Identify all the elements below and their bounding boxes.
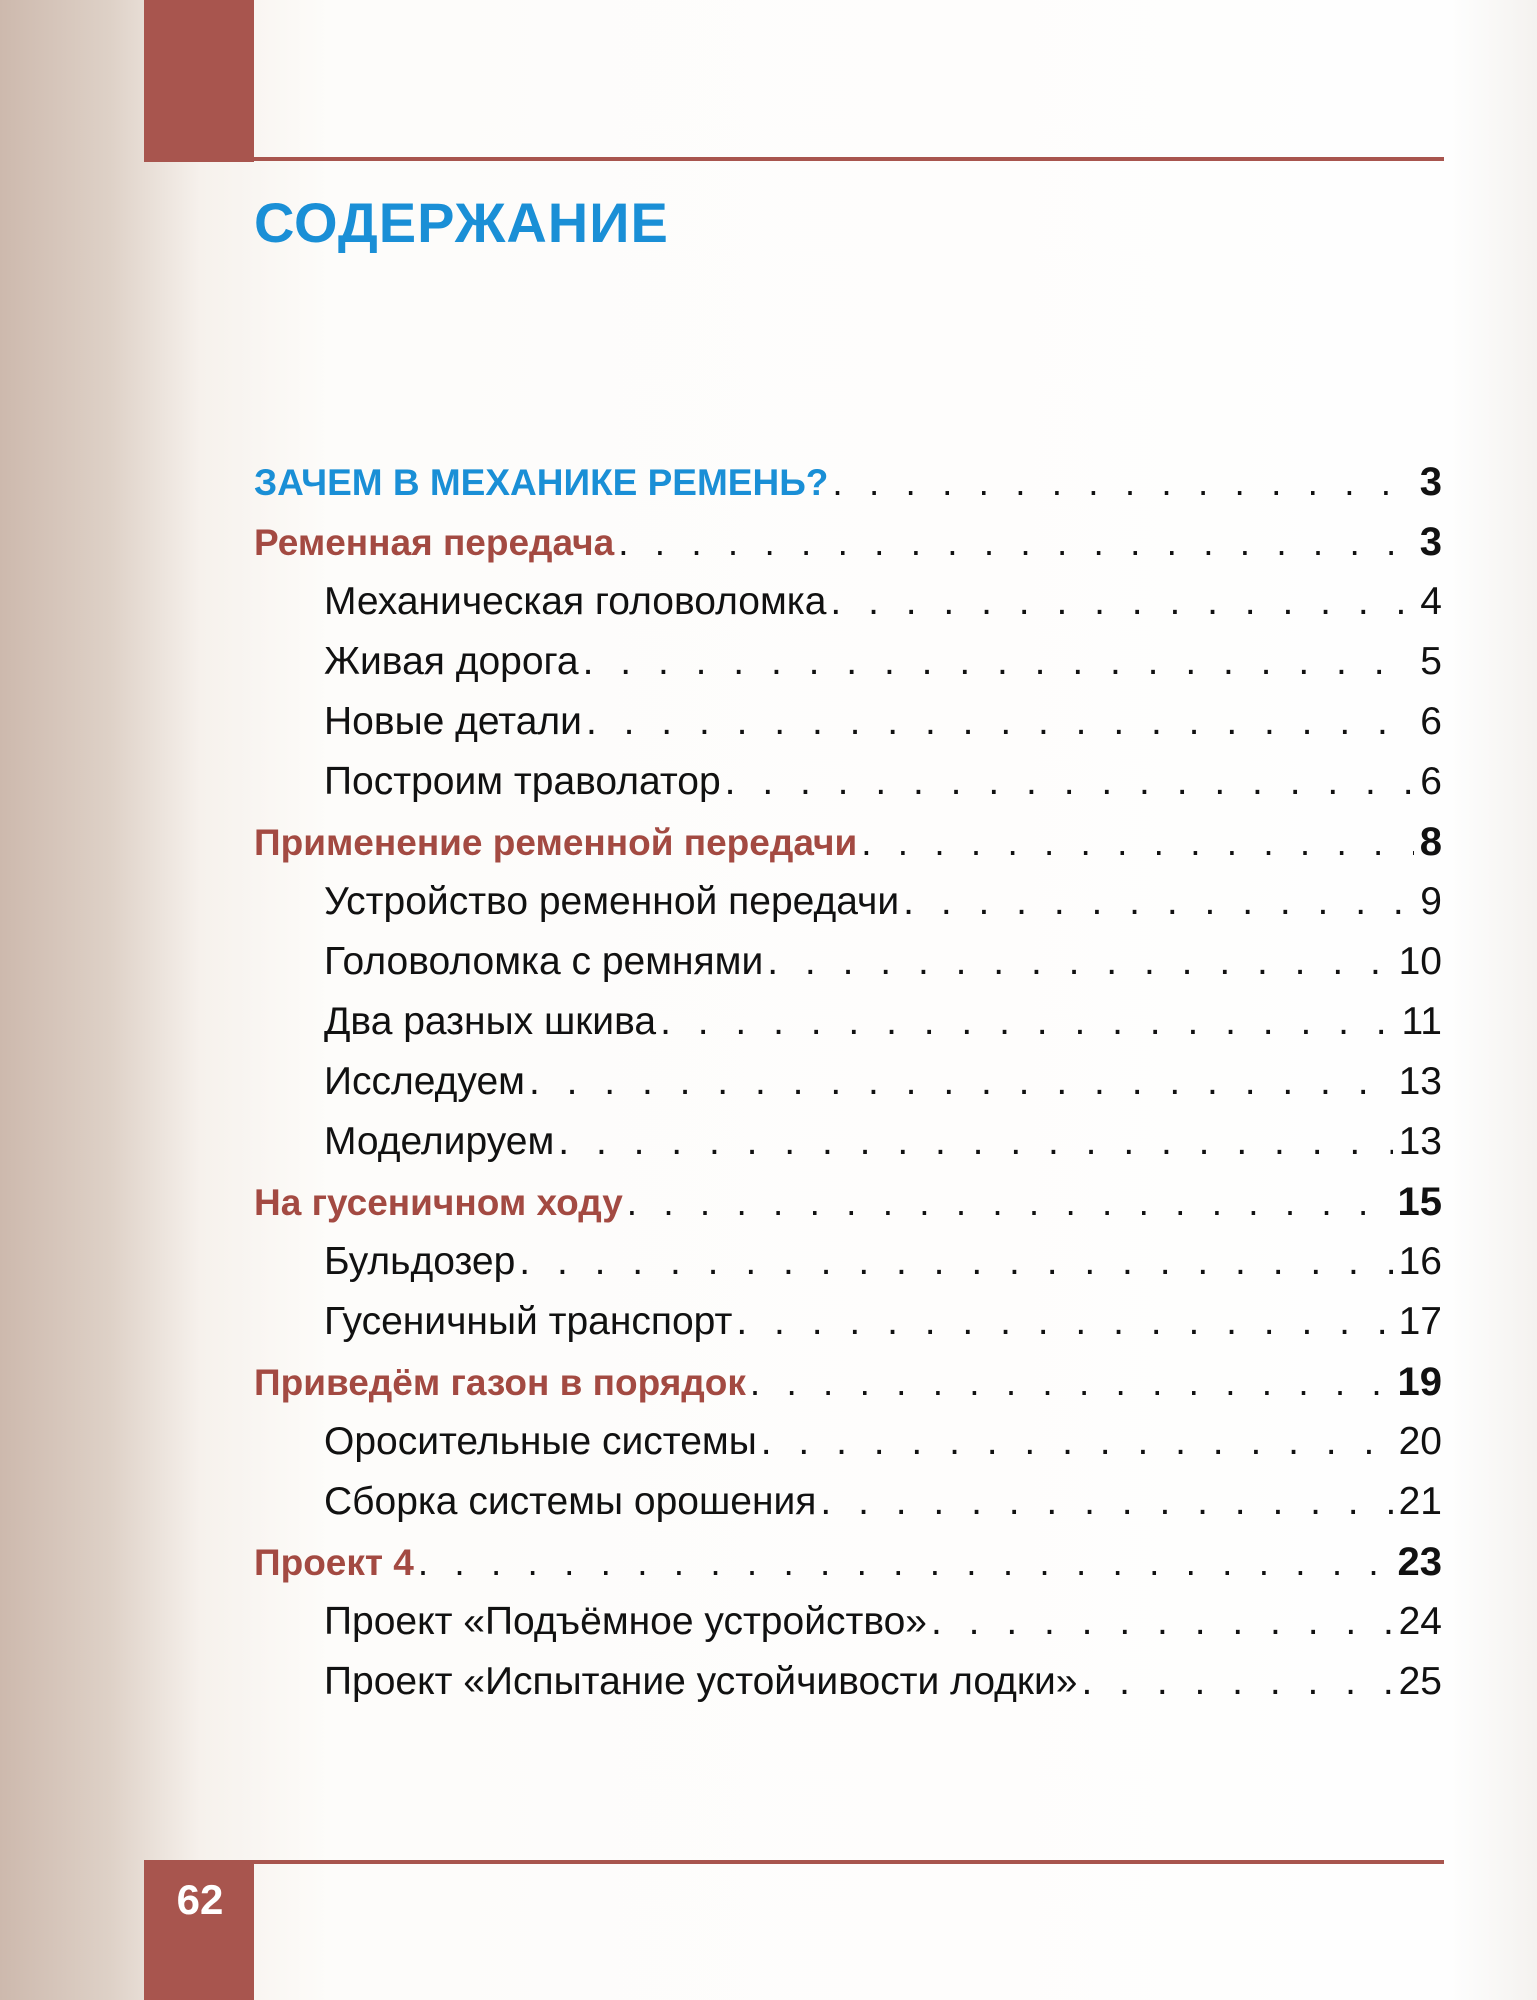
toc-leader-dots xyxy=(660,992,1395,1052)
toc-entry-label: ЗАЧЕМ В МЕХАНИКЕ РЕМЕНЬ? xyxy=(254,462,829,503)
toc-leader-dots xyxy=(931,1592,1393,1652)
toc-section-entry xyxy=(254,1532,1442,1592)
toc-entry-page: 8 xyxy=(1419,820,1442,864)
toc-entry-label: Ременная передача xyxy=(254,522,615,563)
toc-entry-label: Исследуем xyxy=(324,1060,525,1103)
bottom-rule xyxy=(254,1860,1444,1864)
toc-entry-label: На гусеничном ходу xyxy=(254,1182,623,1223)
toc-section-entry xyxy=(254,452,1442,512)
top-rule xyxy=(254,157,1444,161)
toc-leader-dots xyxy=(618,513,1414,573)
toc-entry-page: 6 xyxy=(1420,700,1442,743)
toc-section-entry xyxy=(254,1172,1442,1232)
toc-leader-dots xyxy=(750,1353,1392,1413)
toc-leader-dots xyxy=(1081,1652,1392,1712)
toc-entry-label: Применение ременной передачи xyxy=(254,822,858,863)
toc-entry-label: Новые детали xyxy=(324,700,582,743)
toc-leader-dots xyxy=(519,1232,1392,1292)
toc-subsection-entry xyxy=(254,1472,1442,1532)
page-title: СОДЕРЖАНИЕ xyxy=(254,191,669,254)
toc-entry-page: 9 xyxy=(1420,880,1442,923)
toc-leader-dots xyxy=(830,572,1414,632)
toc-leader-dots xyxy=(558,1112,1392,1172)
toc-section-entry xyxy=(254,1352,1442,1412)
toc-leader-dots xyxy=(861,813,1414,873)
toc-subsection-entry xyxy=(254,1052,1442,1112)
toc-subsection-entry xyxy=(254,632,1442,692)
toc-subsection-entry xyxy=(254,1592,1442,1652)
toc-entry-label: Проект «Подъёмное устройство» xyxy=(324,1600,927,1643)
toc-entry-label: Живая дорога xyxy=(324,640,579,683)
toc-leader-dots xyxy=(736,1292,1392,1352)
toc-entry-label: Приведём газон в порядок xyxy=(254,1362,746,1403)
toc-leader-dots xyxy=(418,1533,1392,1593)
toc-entry-page: 23 xyxy=(1397,1540,1442,1584)
toc-entry-page: 6 xyxy=(1420,760,1442,803)
toc-section-entry xyxy=(254,812,1442,872)
toc-entry-label: Устройство ременной передачи xyxy=(324,880,900,923)
toc-entry-page: 4 xyxy=(1420,580,1442,623)
toc-entry-label: Два разных шкива xyxy=(324,1000,657,1043)
toc-entry-page: 13 xyxy=(1398,1120,1442,1163)
toc-entry-label: Механическая головоломка xyxy=(324,580,827,623)
toc-entry-page: 25 xyxy=(1398,1660,1442,1703)
toc-leader-dots xyxy=(627,1173,1392,1233)
toc-entry-page: 20 xyxy=(1398,1420,1442,1463)
toc-leader-dots xyxy=(903,872,1414,932)
toc-entry-label: Оросительные системы xyxy=(324,1420,757,1463)
toc-subsection-entry xyxy=(254,932,1442,992)
toc-entry-label: Сборка системы орошения xyxy=(324,1480,817,1523)
toc-entry-page: 13 xyxy=(1398,1060,1442,1103)
toc-section-entry xyxy=(254,512,1442,572)
toc-subsection-entry xyxy=(254,1232,1442,1292)
toc-leader-dots xyxy=(583,632,1415,692)
toc-entry-label: Моделируем xyxy=(324,1120,555,1163)
toc-leader-dots xyxy=(725,752,1415,812)
top-margin-bar xyxy=(144,0,254,162)
toc-subsection-entry xyxy=(254,1112,1442,1172)
toc-entry-label: Построим траволатор xyxy=(324,760,721,803)
toc-entry-page: 19 xyxy=(1397,1360,1442,1404)
toc-subsection-entry xyxy=(254,872,1442,932)
toc-entry-page: 11 xyxy=(1401,1000,1442,1043)
toc-entry-label: Гусеничный транспорт xyxy=(324,1300,733,1343)
toc-subsection-entry xyxy=(254,1412,1442,1472)
toc-entry-page: 3 xyxy=(1419,460,1442,504)
table-of-contents xyxy=(254,452,1442,1712)
toc-leader-dots xyxy=(767,932,1392,992)
toc-leader-dots xyxy=(832,453,1413,513)
toc-subsection-entry xyxy=(254,992,1442,1052)
toc-subsection-entry xyxy=(254,752,1442,812)
toc-subsection-entry xyxy=(254,1292,1442,1352)
toc-entry-page: 5 xyxy=(1420,640,1442,683)
toc-leader-dots xyxy=(761,1412,1393,1472)
toc-subsection-entry xyxy=(254,572,1442,632)
toc-entry-page: 21 xyxy=(1398,1480,1442,1523)
toc-subsection-entry xyxy=(254,1652,1442,1712)
toc-entry-label: Проект «Испытание устойчивости лодки» xyxy=(324,1660,1078,1703)
toc-entry-page: 17 xyxy=(1398,1300,1442,1343)
toc-leader-dots xyxy=(820,1472,1392,1532)
toc-leader-dots xyxy=(529,1052,1393,1112)
toc-entry-page: 15 xyxy=(1397,1180,1442,1224)
toc-entry-label: Головоломка с ремнями xyxy=(324,940,764,983)
toc-entry-label: Проект 4 xyxy=(254,1542,414,1583)
toc-entry-page: 3 xyxy=(1419,520,1442,564)
toc-leader-dots xyxy=(586,692,1414,752)
toc-subsection-entry xyxy=(254,692,1442,752)
toc-entry-page: 10 xyxy=(1398,940,1442,983)
toc-entry-label: Бульдозер xyxy=(324,1240,516,1283)
toc-entry-page: 16 xyxy=(1398,1240,1442,1283)
toc-entry-page: 24 xyxy=(1398,1600,1442,1643)
page-number: 62 xyxy=(176,1876,224,1923)
